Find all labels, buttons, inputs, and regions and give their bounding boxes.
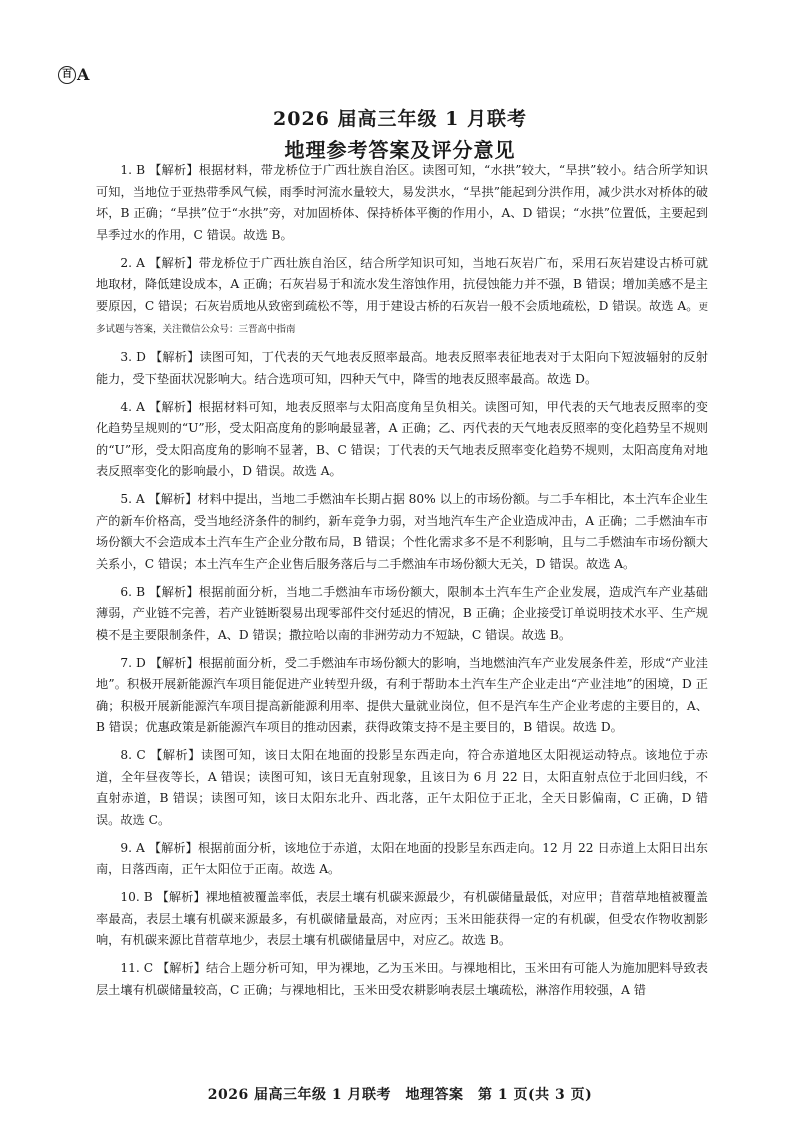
answer-item-9: 9. A 【解析】根据前面分析，该地位于赤道，太阳在地面的投影呈东西走向。12 月 22 日赤道上太阳日出东南，日落西南，正午太阳位于正南。故选 A。 (96, 840, 708, 876)
document-title: 地理参考答案及评分意见 (284, 138, 516, 162)
logo-letter: A (77, 65, 90, 84)
answer-item-1: 1. B 【解析】根据材料，带龙桥位于广西壮族自治区。读图可知，“水拱”较大，“旱拱”较小。结合所学知识可知，当地位于亚热带季风气候，雨季时河流水量较大，易发洪水，“旱拱”能起到分洪作用，减少洪水对桥体的破坏，B 正确；“旱拱”位于“水拱”旁，对加固桥体、保持桥体平衡的作用小，A、D 错误；“水拱”位置低，主要起到旱季过水的作用，C 错误。故选 B。 (96, 163, 708, 242)
publisher-logo (58, 66, 89, 84)
answer-item-4: 4. A 【解析】根据材料可知，地表反照率与太阳高度角呈负相关。读图可知，甲代表的天气地表反照率的变化趋势呈规则的“U”形，受太阳高度角的影响最显著，A 正确；乙、丙代表的天气地表反照率的变化趋势呈不规则的“U”形，受太阳高度角的影响不显著，B、C 错误；丁代表的天气地表反照率变化趋势不规则，太阳高度角对地表反照率变化的影响最小，D 错误。故选 A。 (96, 399, 708, 478)
answer-item-6: 6. B 【解析】根据前面分析，当地二手燃油车市场份额大，限制本土汽车生产企业发展，造成汽车产业基础薄弱，产业链不完善，若产业链断裂易出现零部件交付延迟的情况，B 正确；企业接受订单说明技术水平、生产规模不是主要限制条件，A、D 错误；撒拉哈以南的非洲劳动力不短缺，C 错误。故选 B。 (96, 584, 708, 642)
answer-item-10: 10. B 【解析】裸地植被覆盖率低，表层土壤有机碳来源最少，有机碳储量最低，对应甲；苜蓿草地植被覆盖率最高，表层土壤有机碳来源最多，有机碳储量最高，对应丙；玉米田能获得一定的有机碳，但受农作物收割影响，有机碳来源比苜蓿草地少，表层土壤有机碳储量居中，对应乙。故选 B。 (96, 890, 708, 947)
answer-item-5: 5. A 【解析】材料中提出，当地二手燃油车长期占据 80% 以上的市场份额。与二手车相比，本土汽车企业生产的新车价格高，受当地经济条件的制约，新车竞争力弱，对当地汽车生产企业造成冲击，A 正确；二手燃油车市场份额大不会造成本土汽车生产企业分散布局，B 错误；个性化需求多不是不利影响，且与二手燃油车市场份额大关系小，C 错误；本土汽车生产企业售后服务落后与二手燃油车市场份额大无关，D 错误。故选 A。 (96, 492, 708, 571)
answer-item-8: 8. C 【解析】读图可知，该日太阳在地面的投影呈东西走向，符合赤道地区太阳视运动特点。该地位于赤道，全年昼夜等长，A 错误；读图可知，该日无直射现象，且该日为 6 月 22 日，太阳直射点位于北回归线，不直射赤道，B 错误；读图可知，该日太阳东北升、西北落，正午太阳位于正北，全天日影偏南，C 正确，D 错误。故选 C。 (96, 748, 708, 827)
logo-circle-mark: 百 (58, 66, 76, 84)
answer-list (96, 160, 708, 1008)
exam-title: 2026 届高三年级 1 月联考 (273, 108, 527, 130)
answer-item-3: 3. D 【解析】读图可知，丁代表的天气地表反照率最高。地表反照率表征地表对于太阳向下短波辐射的反射能力，受下垫面状况影响大。结合选项可知，四种天气中，降雪的地表反照率最高。故选 D。 (96, 350, 708, 386)
answer-item-11: 11. C 【解析】结合上题分析可知，甲为裸地，乙为玉米田。与裸地相比，玉米田有可能人为施加肥料导致表层土壤有机碳储量较高，C 正确；与裸地相比，玉米田受农耕影响表层土壤疏松，淋溶作用较强，A 错 (96, 961, 708, 997)
promo-note: 更多试题与答案，关注微信公众号：三晋高中指南 (96, 301, 708, 335)
answer-item-2-text: 2. A 【解析】带龙桥位于广西壮族自治区，结合所学知识可知，当地石灰岩广布，采用石灰岩建设古桥可就地取材，降低建设成本，A 正确；石灰岩易于和流水发生溶蚀作用，抗侵蚀能力并不强，B 错误；增加美感不是主要原因，C 错误；石灰岩质地从致密到疏松不等，用于建设古桥的石灰岩一般不会质地疏松，D 错误。故选 A。 (96, 255, 708, 313)
answer-item-2 (96, 253, 708, 341)
answer-item-7: 7. D 【解析】根据前面分析，受二手燃油车市场份额大的影响，当地燃油汽车产业发展条件差，形成“产业洼地”。积极开展新能源汽车项目能促进产业转型升级，有利于帮助本土汽车生产企业走出“产业洼地”的困境，D 正确；积极开展新能源汽车项目提高新能源利用率、提供大量就业岗位，但不是汽车生产企业考虑的主要目的，A、B 错误；优惠政策是新能源汽车项目的推动因素，获得政策支持不是主要目的，B 错误。故选 D。 (96, 655, 708, 734)
page-footer: 2026 届高三年级 1 月联考 地理答案 第 1 页(共 3 页) (207, 1087, 593, 1103)
